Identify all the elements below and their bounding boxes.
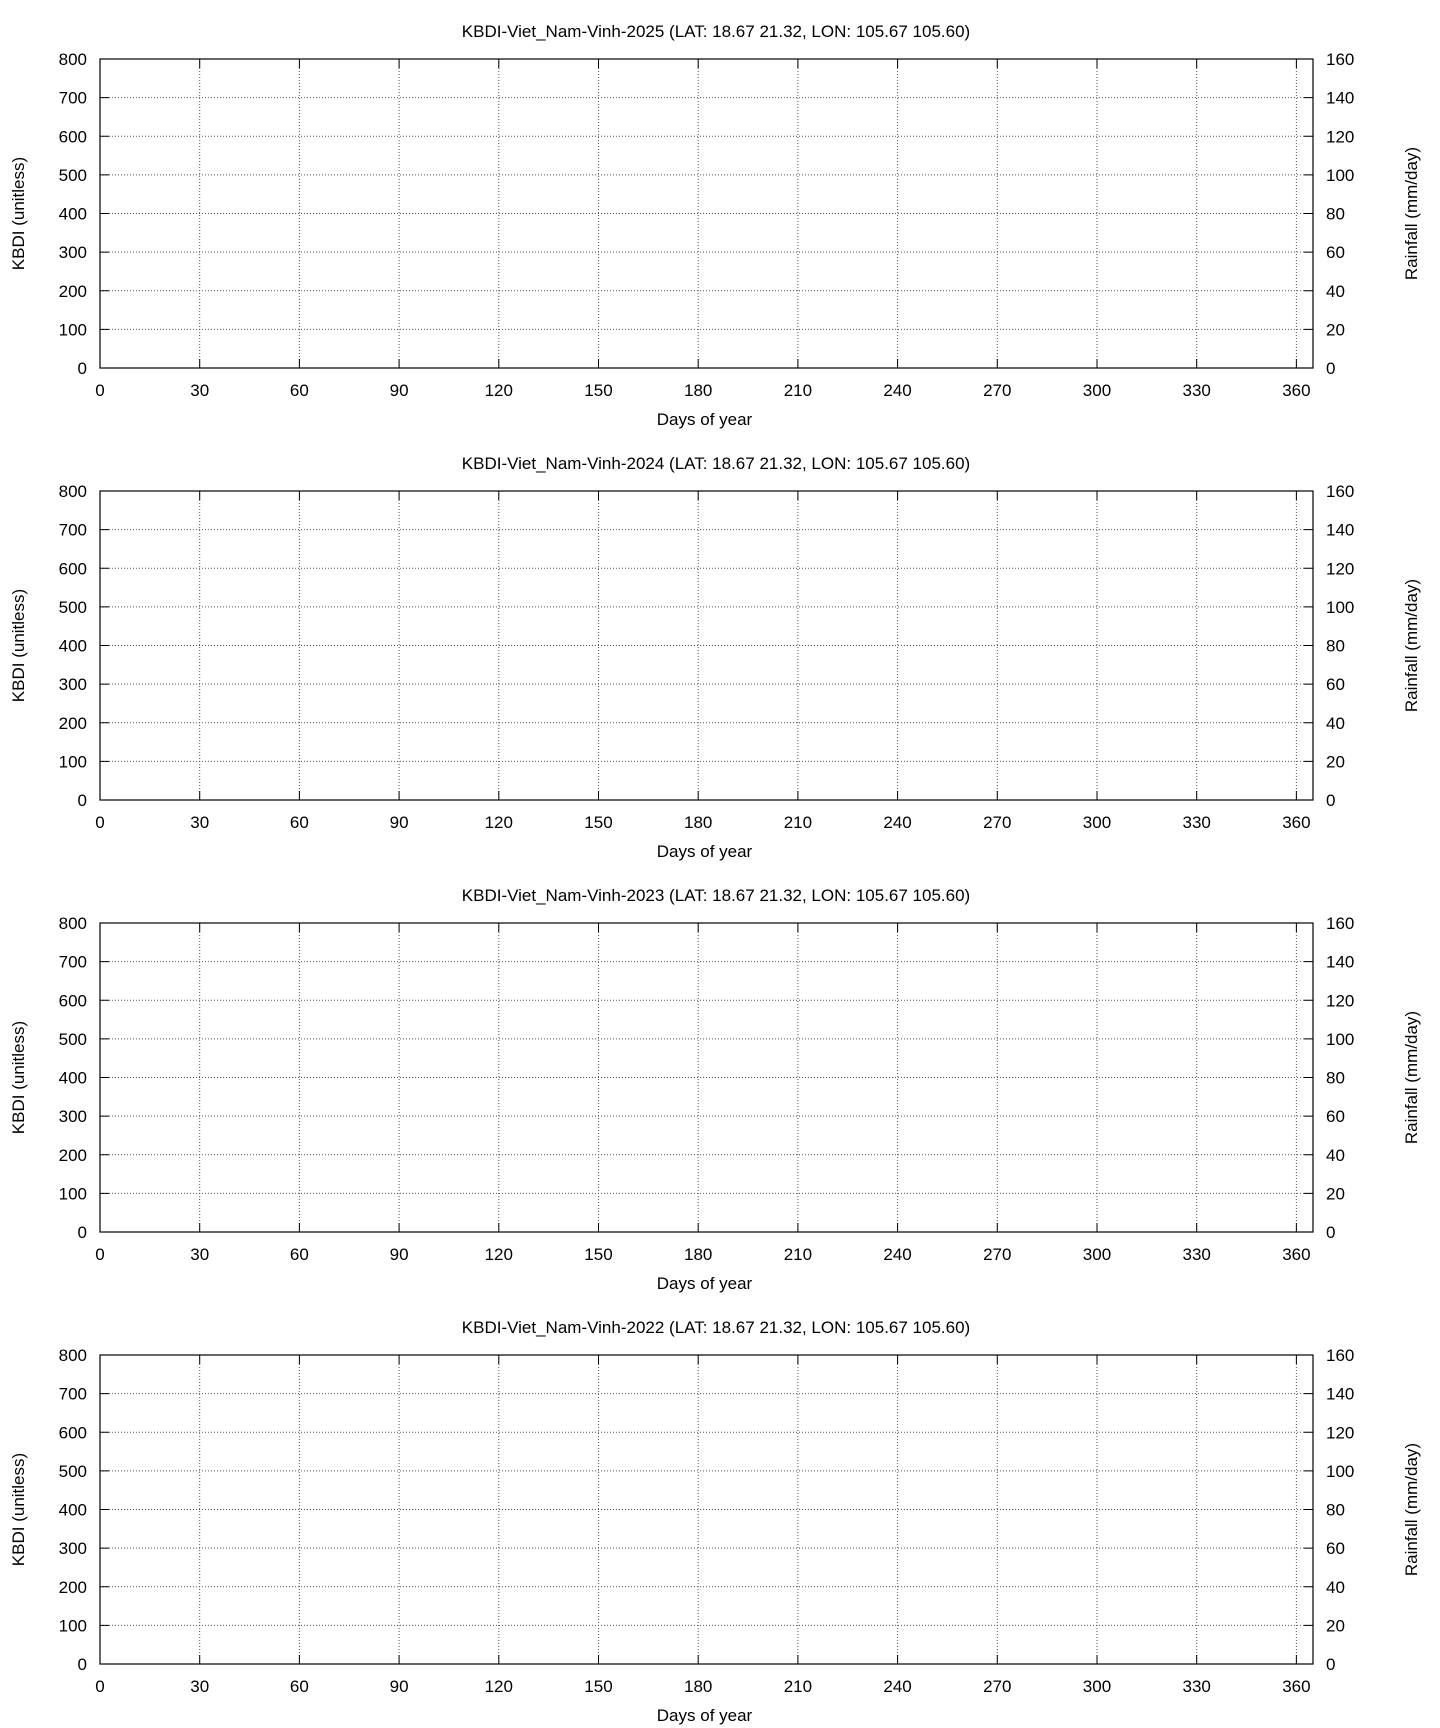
x-tick-label: 30	[190, 1677, 210, 1696]
x-tick-label: 180	[684, 381, 713, 400]
x-tick-label: 30	[190, 381, 210, 400]
x-tick-label: 90	[389, 813, 409, 832]
y2-tick-label: 140	[1326, 1384, 1355, 1404]
x-tick-label: 180	[684, 1677, 713, 1696]
y2-tick-label: 20	[1326, 1616, 1345, 1636]
x-tick-label: 270	[983, 813, 1012, 832]
y-tick-label: 600	[58, 559, 87, 579]
x-tick-label: 210	[783, 813, 813, 832]
y2-tick-label: 100	[1326, 1461, 1355, 1481]
y-tick-label: 500	[58, 1461, 87, 1481]
x-tick-label: 300	[1082, 813, 1112, 832]
y-tick-label: 0	[77, 1655, 87, 1674]
x-tick-label: 120	[484, 1245, 513, 1264]
y-tick-label: 0	[77, 791, 87, 810]
y-tick-label: 600	[58, 1423, 87, 1443]
x-tick-label: 330	[1182, 813, 1211, 832]
x-tick-label: 300	[1082, 1677, 1112, 1696]
y-tick-label: 700	[58, 952, 87, 972]
y2-axis-label: Rainfall (mm/day)	[1402, 578, 1421, 713]
y2-tick-label: 20	[1326, 1184, 1345, 1204]
y2-tick-label: 160	[1326, 482, 1355, 501]
y-tick-label: 700	[58, 1384, 87, 1404]
x-tick-label: 330	[1182, 1245, 1211, 1264]
y2-tick-label: 0	[1326, 1655, 1336, 1674]
x-tick-label: 360	[1282, 1245, 1311, 1264]
y2-axis-label: Rainfall (mm/day)	[1402, 146, 1421, 281]
x-tick-label: 180	[684, 1245, 713, 1264]
x-tick-label: 0	[95, 381, 105, 400]
x-tick-label: 120	[484, 813, 513, 832]
x-axis-label: Days of year	[656, 410, 753, 429]
y-tick-label: 300	[58, 675, 87, 695]
chart-title: KBDI-Viet_Nam-Vinh-2025 (LAT: 18.67 21.32, LON: 105.67 105.60)	[461, 22, 971, 41]
y-tick-label: 400	[58, 204, 87, 224]
y2-tick-label: 0	[1326, 1223, 1336, 1242]
y-tick-label: 800	[58, 50, 87, 69]
y2-tick-label: 40	[1326, 1145, 1345, 1165]
chart-panel-0	[0, 0, 1440, 432]
y-tick-label: 100	[58, 320, 87, 340]
x-tick-label: 360	[1282, 1677, 1311, 1696]
y2-tick-label: 100	[1326, 165, 1355, 185]
y-tick-label: 700	[58, 88, 87, 108]
y-tick-label: 500	[58, 1029, 87, 1049]
x-tick-label: 240	[883, 813, 912, 832]
y2-tick-label: 120	[1326, 1423, 1355, 1443]
x-tick-label: 150	[584, 813, 613, 832]
y2-tick-label: 40	[1326, 1577, 1345, 1597]
y-tick-label: 400	[58, 636, 87, 656]
x-tick-label: 90	[389, 1677, 409, 1696]
y2-tick-label: 60	[1326, 1539, 1345, 1559]
y2-tick-label: 160	[1326, 1346, 1355, 1365]
y2-tick-label: 80	[1326, 204, 1345, 224]
y-axis-label: KBDI (unitless)	[9, 1020, 28, 1135]
y-tick-label: 100	[58, 1184, 87, 1204]
y-tick-label: 100	[58, 752, 87, 772]
y2-tick-label: 60	[1326, 243, 1345, 263]
y2-tick-label: 0	[1326, 791, 1336, 810]
y-tick-label: 200	[58, 281, 87, 301]
y2-tick-label: 20	[1326, 752, 1345, 772]
x-tick-label: 150	[584, 381, 613, 400]
y2-tick-label: 140	[1326, 88, 1355, 108]
y2-tick-label: 40	[1326, 281, 1345, 301]
x-tick-label: 180	[684, 813, 713, 832]
x-tick-label: 240	[883, 381, 912, 400]
y-tick-label: 300	[58, 243, 87, 263]
y2-tick-label: 140	[1326, 952, 1355, 972]
y2-tick-label: 40	[1326, 713, 1345, 733]
x-tick-label: 360	[1282, 813, 1311, 832]
y-tick-label: 400	[58, 1068, 87, 1088]
y2-tick-label: 80	[1326, 636, 1345, 656]
x-tick-label: 90	[389, 381, 409, 400]
x-tick-label: 240	[883, 1677, 912, 1696]
y2-tick-label: 100	[1326, 597, 1355, 617]
y2-tick-label: 160	[1326, 50, 1355, 69]
y-tick-label: 200	[58, 1145, 87, 1165]
y2-tick-label: 80	[1326, 1500, 1345, 1520]
grid-lines	[100, 59, 1313, 368]
chart-panel-1	[0, 432, 1440, 864]
x-tick-label: 210	[783, 381, 813, 400]
y2-tick-label: 100	[1326, 1029, 1355, 1049]
y-tick-label: 800	[58, 914, 87, 933]
y2-tick-label: 0	[1326, 359, 1336, 378]
y-tick-label: 600	[58, 991, 87, 1011]
y2-tick-label: 20	[1326, 320, 1345, 340]
x-tick-label: 120	[484, 381, 513, 400]
y-tick-label: 300	[58, 1539, 87, 1559]
y2-tick-label: 60	[1326, 1107, 1345, 1127]
x-tick-label: 270	[983, 381, 1012, 400]
y2-axis-label: Rainfall (mm/day)	[1402, 1442, 1421, 1577]
y-tick-label: 300	[58, 1107, 87, 1127]
y-tick-label: 400	[58, 1500, 87, 1520]
x-tick-label: 0	[95, 813, 105, 832]
x-tick-label: 270	[983, 1677, 1012, 1696]
x-tick-label: 210	[783, 1677, 813, 1696]
grid-lines	[100, 491, 1313, 800]
grid-lines	[100, 923, 1313, 1232]
x-tick-label: 60	[289, 813, 309, 832]
x-axis-label: Days of year	[656, 1274, 753, 1293]
x-tick-label: 240	[883, 1245, 912, 1264]
x-tick-label: 120	[484, 1677, 513, 1696]
x-tick-label: 330	[1182, 1677, 1211, 1696]
chart-title: KBDI-Viet_Nam-Vinh-2022 (LAT: 18.67 21.32, LON: 105.67 105.60)	[461, 1318, 971, 1337]
y2-tick-label: 60	[1326, 675, 1345, 695]
x-tick-label: 60	[289, 1245, 309, 1264]
y-tick-label: 500	[58, 597, 87, 617]
x-tick-label: 330	[1182, 381, 1211, 400]
x-tick-label: 300	[1082, 1245, 1112, 1264]
chart-title: KBDI-Viet_Nam-Vinh-2024 (LAT: 18.67 21.32, LON: 105.67 105.60)	[461, 454, 971, 473]
grid-lines	[100, 1355, 1313, 1664]
x-tick-label: 150	[584, 1245, 613, 1264]
x-tick-label: 150	[584, 1677, 613, 1696]
y2-tick-label: 120	[1326, 127, 1355, 147]
chart-panel-3	[0, 1296, 1440, 1728]
y-tick-label: 200	[58, 1577, 87, 1597]
y-axis-label: KBDI (unitless)	[9, 588, 28, 703]
y-tick-label: 600	[58, 127, 87, 147]
x-tick-label: 30	[190, 1245, 210, 1264]
x-tick-label: 210	[783, 1245, 813, 1264]
y2-tick-label: 120	[1326, 991, 1355, 1011]
x-tick-label: 0	[95, 1245, 105, 1264]
x-tick-label: 60	[289, 381, 309, 400]
y-axis-label: KBDI (unitless)	[9, 156, 28, 271]
x-tick-label: 300	[1082, 381, 1112, 400]
y2-tick-label: 80	[1326, 1068, 1345, 1088]
x-tick-label: 270	[983, 1245, 1012, 1264]
y-tick-label: 100	[58, 1616, 87, 1636]
y2-tick-label: 160	[1326, 914, 1355, 933]
x-tick-label: 0	[95, 1677, 105, 1696]
y-tick-label: 700	[58, 520, 87, 540]
y-tick-label: 0	[77, 359, 87, 378]
chart-title: KBDI-Viet_Nam-Vinh-2023 (LAT: 18.67 21.32, LON: 105.67 105.60)	[461, 886, 971, 905]
y-tick-label: 200	[58, 713, 87, 733]
x-axis-label: Days of year	[656, 1706, 753, 1725]
x-tick-label: 30	[190, 813, 210, 832]
y-tick-label: 800	[58, 1346, 87, 1365]
y2-axis-label: Rainfall (mm/day)	[1402, 1010, 1421, 1145]
y2-tick-label: 120	[1326, 559, 1355, 579]
x-tick-label: 360	[1282, 381, 1311, 400]
x-tick-label: 60	[289, 1677, 309, 1696]
y-tick-label: 800	[58, 482, 87, 501]
y-axis-label: KBDI (unitless)	[9, 1452, 28, 1567]
y2-tick-label: 140	[1326, 520, 1355, 540]
y-tick-label: 0	[77, 1223, 87, 1242]
x-tick-label: 90	[389, 1245, 409, 1264]
x-axis-label: Days of year	[656, 842, 753, 861]
y-tick-label: 500	[58, 165, 87, 185]
chart-panel-2	[0, 864, 1440, 1296]
